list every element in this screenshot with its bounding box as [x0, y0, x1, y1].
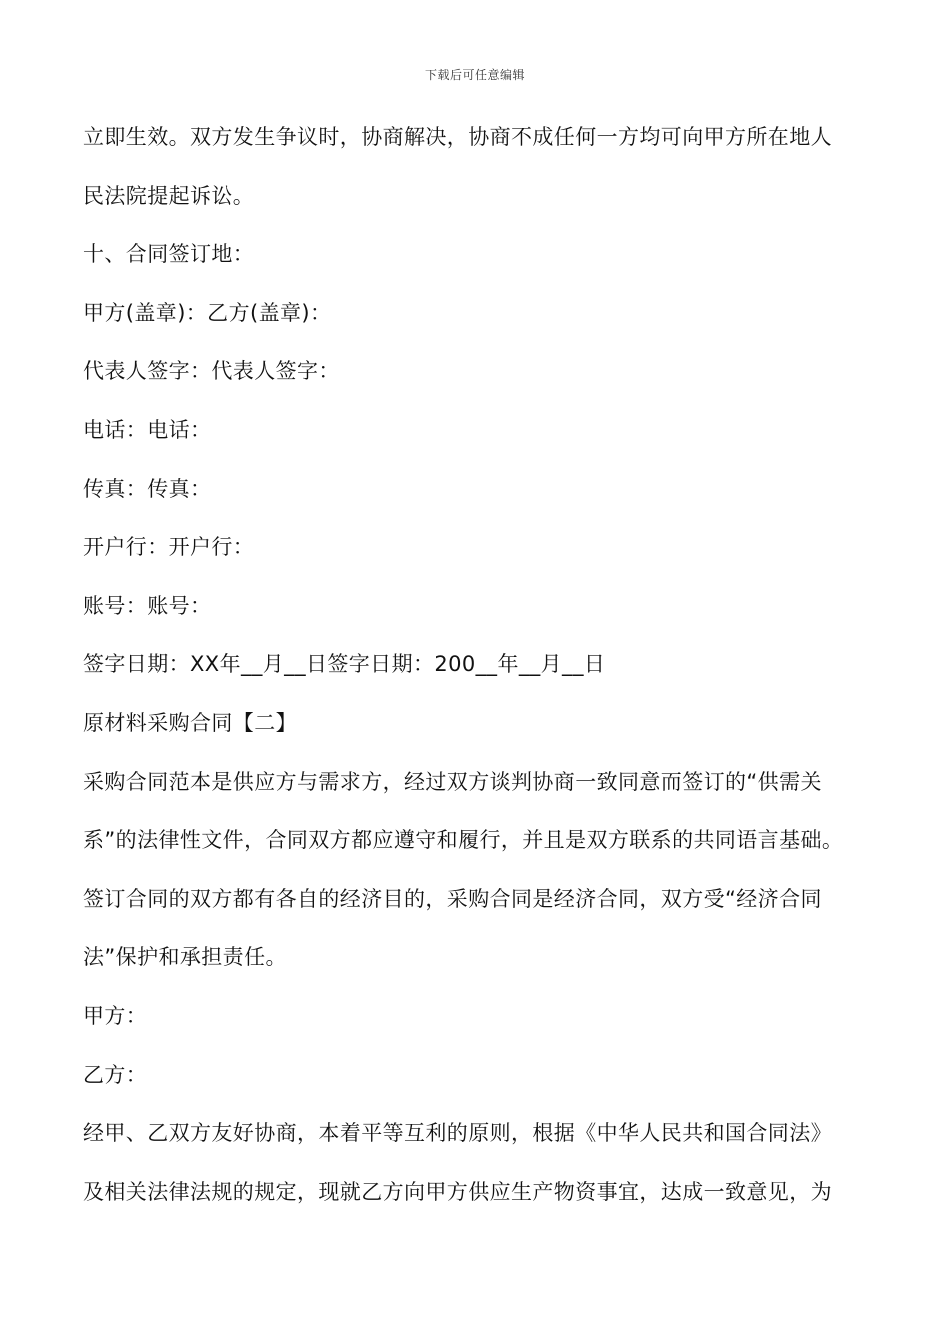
document-title: 原材料采购合同【二】 — [83, 710, 297, 735]
fax-line: 传真：传真： — [83, 476, 212, 501]
bank-line: 开户行：开户行： — [83, 535, 255, 560]
party-a-line: 甲方： — [83, 1003, 148, 1028]
paragraph-line: 系”的法律性文件，合同双方都应遵守和履行，并且是双方联系的共同语言基础。 — [83, 828, 844, 853]
phone-line: 电话：电话： — [83, 417, 212, 442]
account-line: 账号：账号： — [83, 593, 212, 618]
paragraph-line: 立即生效。双方发生争议时，协商解决，协商不成任何一方均可向甲方所在地人 — [83, 125, 832, 149]
seal-line: 甲方(盖章)：乙方(盖章)： — [83, 300, 332, 325]
paragraph-line: 签订合同的双方都有各自的经济目的，采购合同是经济合同，双方受“经济合同 — [83, 886, 822, 911]
section-heading: 十、合同签订地： — [83, 242, 255, 267]
page-header: 下载后可任意编辑 — [424, 68, 525, 82]
paragraph-line: 法”保护和承担责任。 — [83, 945, 287, 970]
representative-line: 代表人签字：代表人签字： — [83, 359, 340, 384]
document-body — [83, 108, 883, 1221]
paragraph-line: 采购合同范本是供应方与需求方，经过双方谈判协商一致同意而签订的“供需关 — [83, 769, 822, 794]
sign-date-line: 签字日期：XX年__月__日签字日期：200__年__月__日 — [83, 652, 606, 677]
paragraph-line: 经甲、乙双方友好协商，本着平等互利的原则，根据《中华人民共和国合同法》 — [83, 1121, 832, 1146]
paragraph-line: 及相关法律法规的规定，现就乙方向甲方供应生产物资事宜，达成一致意见，为 — [83, 1179, 832, 1204]
paragraph-line: 民法院提起诉讼。 — [83, 183, 255, 208]
party-b-line: 乙方： — [83, 1062, 148, 1087]
